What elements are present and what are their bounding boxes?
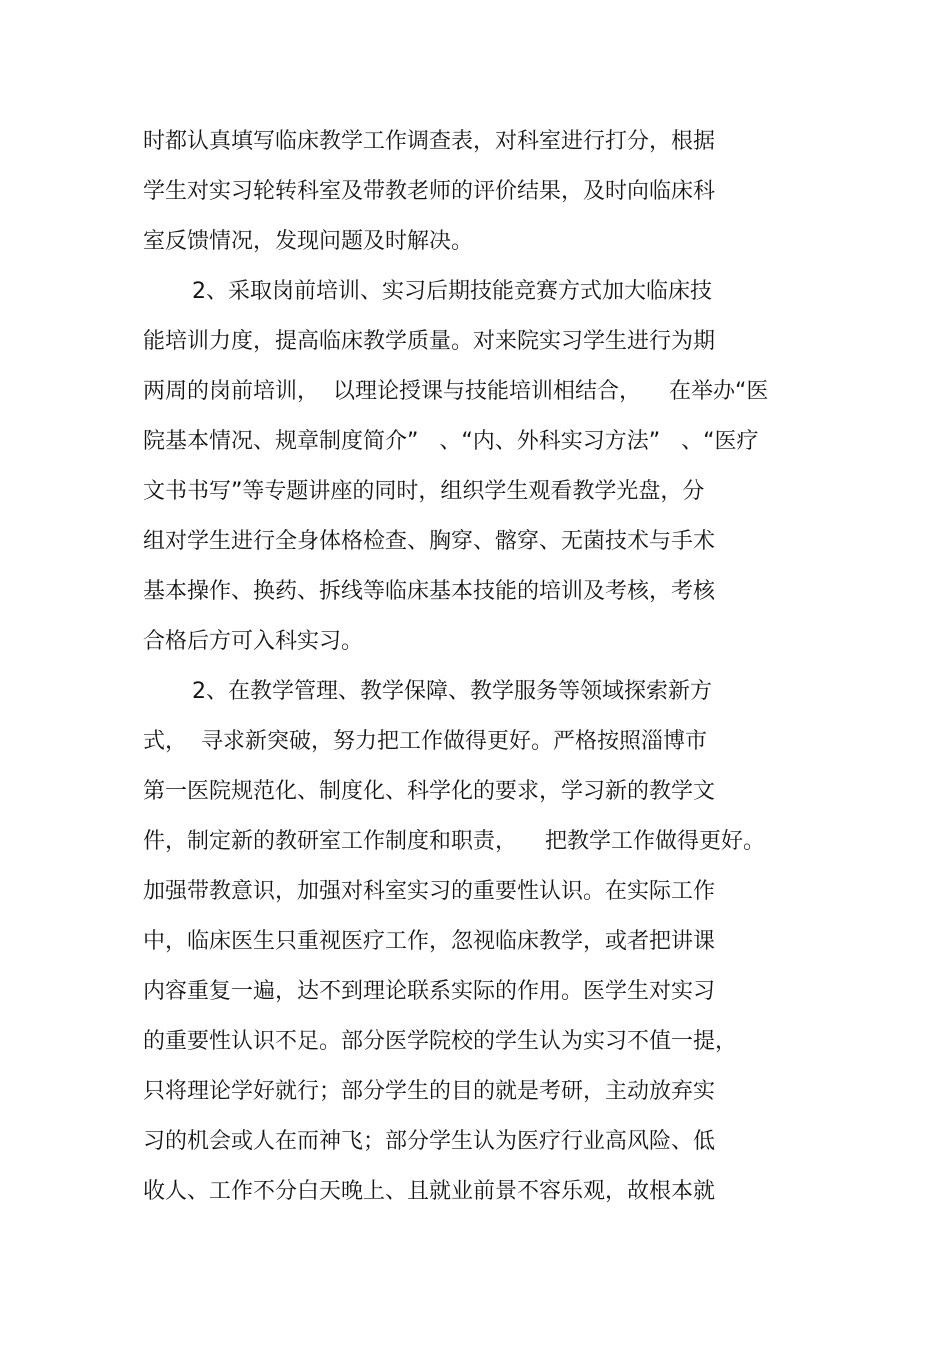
text-line: 文书书写”等专题讲座的同时，组织学生观看教学光盘，分 — [143, 479, 705, 504]
text-line: 能培训力度，提高临床教学质量。对来院实习学生进行为期 — [143, 329, 716, 354]
text-line: 合格后方可入科实习。 — [143, 629, 364, 654]
text-line: 只将理论学好就行；部分学生的目的就是考研，主动放弃实 — [143, 1079, 716, 1104]
paragraph-start-line: 2、在教学管理、教学保障、教学服务等领域探索新方 — [192, 679, 712, 704]
text-line: 收人、工作不分白天晚上、且就业前景不容乐观，故根本就 — [143, 1179, 716, 1204]
text-line: 中，临床医生只重视医疗工作，忽视临床教学，或者把讲课 — [143, 929, 716, 954]
text-line: 时都认真填写临床教学工作调查表，对科室进行打分，根据 — [143, 129, 716, 154]
text-line: 的重要性认识不足。部分医学院校的学生认为实习不值一提， — [143, 1029, 738, 1054]
text-line: 件，制定新的教研室工作制度和职责， 把教学工作做得更好。 — [143, 829, 765, 854]
paragraph-start-line: 2、采取岗前培训、实习后期技能竞赛方式加大临床技 — [192, 279, 712, 304]
text-line: 两周的岗前培训， 以理论授课与技能培训相结合， 在举办“医 — [143, 379, 769, 404]
text-line: 组对学生进行全身体格检查、胸穿、髂穿、无菌技术与手术 — [143, 529, 716, 554]
text-line: 室反馈情况，发现问题及时解决。 — [143, 229, 474, 254]
text-line: 基本操作、换药、拆线等临床基本技能的培训及考核，考核 — [143, 579, 716, 604]
text-line: 加强带教意识，加强对科室实习的重要性认识。在实际工作 — [143, 879, 716, 904]
text-line: 式， 寻求新突破，努力把工作做得更好。严格按照淄博市 — [143, 729, 707, 754]
text-line: 学生对实习轮转科室及带教老师的评价结果，及时向临床科 — [143, 179, 716, 204]
text-line: 内容重复一遍，达不到理论联系实际的作用。医学生对实习 — [143, 979, 716, 1004]
text-line: 第一医院规范化、制度化、科学化的要求，学习新的教学文 — [143, 779, 716, 804]
text-line: 院基本情况、规章制度简介” 、“内、外科实习方法” 、“医疗 — [143, 429, 759, 454]
text-line: 习的机会或人在而神飞；部分学生认为医疗行业高风险、低 — [143, 1129, 716, 1154]
